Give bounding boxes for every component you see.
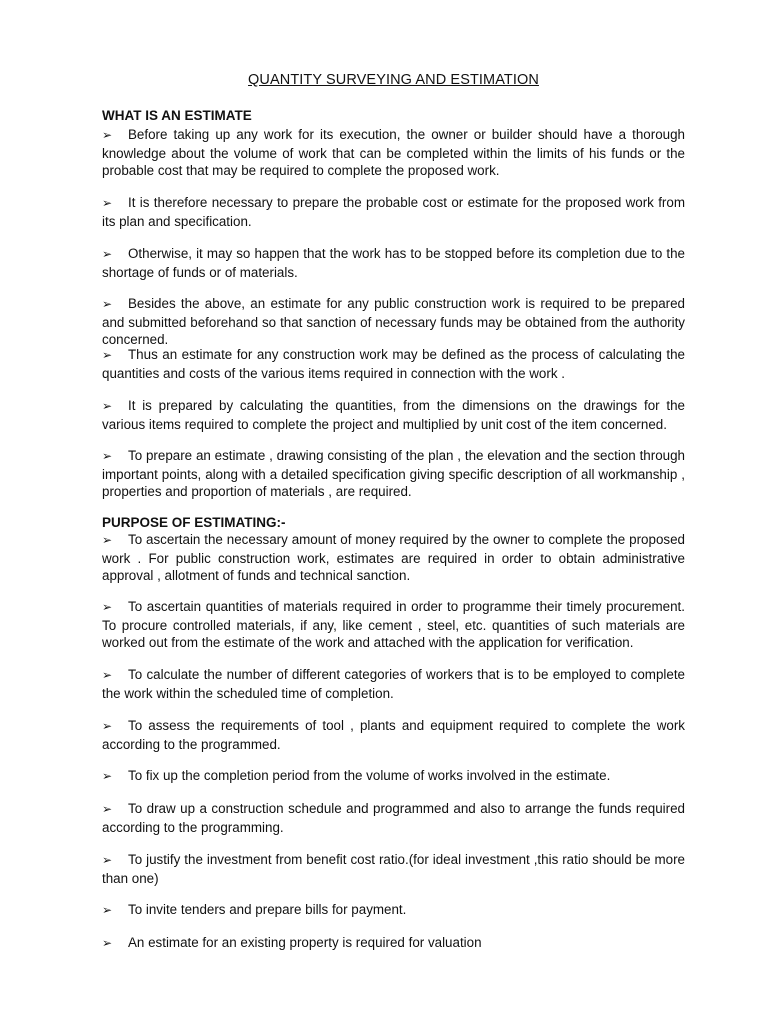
bullet-paragraph [102,666,685,702]
paragraph-text: To invite tenders and prepare bills for payment. [128,902,407,917]
arrow-bullet-icon: ➢ [102,128,113,142]
paragraph-text: Otherwise, it may so happen that the work has to be stopped before its completion due to the shortage of funds or of materials. [102,246,685,280]
bullet-paragraph [102,767,685,786]
arrow-bullet-icon: ➢ [102,936,113,950]
arrow-bullet-icon: ➢ [102,802,113,816]
arrow-bullet-icon: ➢ [102,719,113,733]
arrow-bullet-icon: ➢ [102,903,113,917]
bullet-paragraph [102,598,685,652]
arrow-bullet-icon: ➢ [102,600,113,614]
bullet-paragraph [102,447,685,501]
paragraph-text: Thus an estimate for any construction work may be defined as the process of calculating the quantities and costs of the various items required in connection with the work . [102,347,685,381]
document-title: QUANTITY SURVEYING AND ESTIMATION [248,72,539,88]
paragraph-text: To prepare an estimate , drawing consisting of the plan , the elevation and the section through important points, along with a detailed specification giving specific description of all workmanship , properties and proportion of materials , are required. [102,448,685,499]
section-heading-what-is-estimate: WHAT IS AN ESTIMATE [102,108,252,123]
arrow-bullet-icon: ➢ [102,297,113,311]
paragraph-text: An estimate for an existing property is required for valuation [128,935,482,950]
bullet-paragraph [102,934,685,953]
arrow-bullet-icon: ➢ [102,769,113,783]
arrow-bullet-icon: ➢ [102,533,113,547]
bullet-paragraph [102,397,685,433]
paragraph-text: To assess the requirements of tool , plants and equipment required to complete the work according to the programmed. [102,718,685,752]
paragraph-text: To fix up the completion period from the volume of works involved in the estimate. [128,768,611,783]
paragraph-text: To ascertain the necessary amount of money required by the owner to complete the proposed work . For public construction work, estimates are required in order to obtain administrative approval , allotment of funds and technical sanction. [102,532,685,583]
arrow-bullet-icon: ➢ [102,196,113,210]
paragraph-text: To calculate the number of different categories of workers that is to be employed to complete the work within the scheduled time of completion. [102,667,685,701]
bullet-paragraph [102,194,685,230]
paragraph-text: Before taking up any work for its execution, the owner or builder should have a thorough knowledge about the volume of work that can be completed within the limits of his funds or the probable cost that may be required to complete the proposed work. [102,127,685,178]
bullet-paragraph [102,245,685,281]
arrow-bullet-icon: ➢ [102,348,113,362]
arrow-bullet-icon: ➢ [102,853,113,867]
paragraph-text: It is therefore necessary to prepare the probable cost or estimate for the proposed work from its plan and specification. [102,195,685,229]
arrow-bullet-icon: ➢ [102,668,113,682]
paragraph-text: To justify the investment from benefit cost ratio.(for ideal investment ,this ratio should be more than one) [102,852,685,886]
paragraph-text: To ascertain quantities of materials required in order to programme their timely procurement. To procure controlled materials, if any, like cement , steel, etc. quantities of such materials are worked out from the estimate of the work and attached with the application for verification. [102,599,685,650]
paragraph-text: To draw up a construction schedule and programmed and also to arrange the funds required according to the programming. [102,801,685,835]
bullet-paragraph [102,295,685,349]
arrow-bullet-icon: ➢ [102,399,113,413]
bullet-paragraph [102,126,685,180]
bullet-paragraph [102,531,685,585]
bullet-paragraph [102,346,685,382]
bullet-paragraph [102,901,685,920]
bullet-paragraph [102,717,685,753]
paragraph-text: Besides the above, an estimate for any public construction work is required to be prepared and submitted beforehand so that sanction of necessary funds may be obtained from the authority concerned. [102,296,685,347]
arrow-bullet-icon: ➢ [102,449,113,463]
arrow-bullet-icon: ➢ [102,247,113,261]
bullet-paragraph [102,800,685,836]
bullet-paragraph [102,851,685,887]
paragraph-text: It is prepared by calculating the quantities, from the dimensions on the drawings for the various items required to complete the project and multiplied by unit cost of the item concerned. [102,398,685,432]
section-heading-purpose-of-estimating: PURPOSE OF ESTIMATING:- [102,515,286,530]
